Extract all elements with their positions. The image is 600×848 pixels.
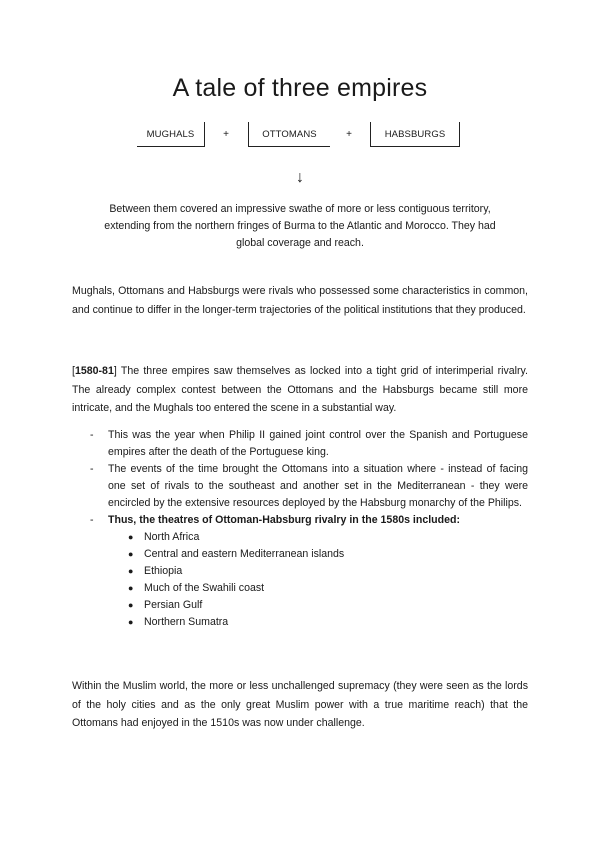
theatre-item [108,563,528,580]
dash-list-item [72,427,528,461]
summary-paragraph: Between them covered an impressive swathe of more or less contiguous territory, extending from the northern fringes of Burma to the Atlantic and Morocco. They had global coverage and reach. [104,203,496,249]
dash-list [72,427,528,631]
dash-marker: - [90,514,94,526]
dash-list-item [72,461,528,512]
empire-box-ottomans: OTTOMANS [248,122,330,147]
plus-sign: + [223,129,229,140]
rivalry-paragraph [72,362,528,418]
theatre-label: North Africa [144,531,200,543]
theatre-item [108,614,528,631]
theatre-item [108,597,528,614]
dash-item-text: The events of the time brought the Ottomans into a situation where - instead of facing one set of rivals to the southeast and another set in the Mediterranean - they were encircled by the extensive resources deployed by the Habsburg monarchy of the Philips. [108,463,528,509]
dash-item-text: Thus, the theatres of Ottoman-Habsburg rivalry in the 1580s included: [108,514,461,526]
rivalry-text: The three empires saw themselves as locked into a tight grid of interimperial rivalry. The already complex contest between the Ottomans and the Habsburgs became still more intricate, and the Mughals too entered the scene in a substantial way. [72,365,528,414]
date-bracket-open: [ [72,365,75,377]
dash-list-item [72,512,528,631]
closing-paragraph: Within the Muslim world, the more or less unchallenged supremacy (they were seen as the lords of the holy cities and as the only great Muslim power with a true maritime reach) that the Ottomans had enjoyed in the 1510s was now under challenge. [72,680,528,729]
empire-box-habsburgs: HABSBURGS [370,122,460,147]
bullet-icon: ● [128,549,134,559]
theatre-item [108,529,528,546]
bullet-icon: ● [128,617,134,627]
intro-paragraph: Mughals, Ottomans and Habsburgs were rivals who possessed some characteristics in common, and continue to differ in the longer-term trajectories of the political institutions that they produced. [72,285,528,316]
dash-item-text: This was the year when Philip II gained joint control over the Spanish and Portuguese empires after the death of the Portuguese king. [108,429,528,458]
theatre-label: Persian Gulf [144,599,203,611]
theatre-label: Northern Sumatra [144,616,229,628]
bullet-icon: ● [128,583,134,593]
bullet-icon: ● [128,532,134,542]
date-bracket-close: ] [113,365,117,377]
theatre-label: Much of the Swahili coast [144,582,265,594]
document-title: A tale of three empires [172,74,428,102]
bullet-icon: ● [128,566,134,576]
theatre-item [108,580,528,597]
theatre-label: Ethiopia [144,565,183,577]
theatre-item [108,546,528,563]
date-label: 1580-81 [74,365,114,377]
bullet-icon: ● [128,600,134,610]
dash-marker: - [90,463,94,475]
plus-sign: + [346,129,352,140]
dash-marker: - [90,429,94,441]
theatre-label: Central and eastern Mediterranean islands [144,548,345,560]
down-arrow-icon: ↓ [296,169,304,186]
theatres-list [108,529,528,631]
empire-box-mughals: MUGHALS [137,122,205,147]
